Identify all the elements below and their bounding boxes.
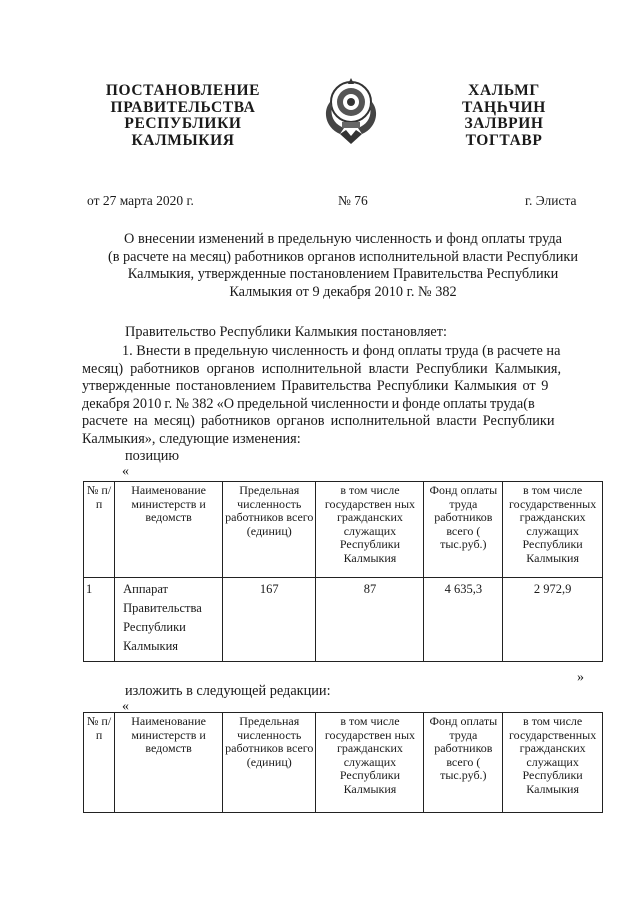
- org-name-line: ТОГТАВР: [465, 131, 543, 149]
- open-quote: «: [122, 699, 129, 714]
- ministry-name-line: Калмыкия: [123, 639, 179, 653]
- header-cell: Предельная численность работников всего (единиц): [223, 482, 316, 578]
- coat-of-arms-emblem-icon: [318, 72, 384, 148]
- row-number: 1: [84, 578, 115, 662]
- ministry-name-line: Аппарат: [123, 582, 169, 596]
- title-line: Калмыкия, утвержденные постановлением Правительства Республики: [127, 266, 559, 282]
- staff-table-current: [83, 481, 603, 662]
- org-name-line: ЗАЛВРИН: [464, 115, 544, 132]
- header-cell: № п/п: [84, 482, 115, 578]
- document-title: [82, 231, 604, 301]
- header-cell: № п/п: [84, 713, 115, 813]
- document-city: г. Элиста: [525, 193, 577, 208]
- org-name-line: КАЛМЫКИЯ: [131, 131, 235, 149]
- paragraph-line: месяц) работников органов исполнительной власти Республики Калмыкия,: [82, 360, 562, 377]
- payroll-fund-civil: 2 972,9: [503, 578, 603, 662]
- org-name-line: ТАҢҺЧИН: [462, 98, 546, 116]
- restate-phrase: изложить в следующей редакции:: [125, 683, 331, 699]
- header-cell: Предельная численность работников всего (единиц): [223, 713, 316, 813]
- open-quote: «: [122, 464, 129, 479]
- org-name-russian: [88, 83, 278, 149]
- table-row: [84, 578, 603, 662]
- table-header-row: [84, 482, 603, 578]
- header-cell: Фонд оплаты труда работников всего ( тыс.руб.): [424, 482, 503, 578]
- close-quote: »: [577, 670, 584, 685]
- header-cell: в том числе государственных гражданских служащих Республики Калмыкия: [503, 713, 603, 813]
- header-cell: Фонд оплаты труда работников всего ( тыс.руб.): [424, 713, 503, 813]
- document-number: № 76: [338, 193, 368, 208]
- org-name-kalmyk: [448, 83, 560, 149]
- ministry-name: [115, 578, 223, 662]
- item-1-paragraph: [82, 343, 604, 448]
- title-line: Калмыкия от 9 декабря 2010 г. № 382: [229, 283, 457, 300]
- org-name-line: ХАЛЬМГ: [468, 82, 540, 99]
- header-cell: в том числе государствен ных гражданских служащих Республики Калмыкия: [316, 482, 424, 578]
- org-name-line: РЕСПУБЛИКИ: [124, 115, 242, 132]
- paragraph-line: утвержденные постановлением Правительства Республики Калмыкия от 9: [82, 378, 549, 394]
- header-cell: в том числе государственных гражданских служащих Республики Калмыкия: [503, 482, 603, 578]
- paragraph-line: расчете на месяц) работников органов исполнительной власти Республики: [82, 413, 555, 429]
- position-word: позицию: [125, 448, 180, 464]
- title-line: (в расчете на месяц) работников органов исполнительной власти Республики: [107, 248, 579, 265]
- paragraph-line: 1. Внести в предельную численность и фонд оплаты труда (в расчете на: [122, 343, 561, 359]
- paragraph-line: Калмыкия», следующие изменения:: [82, 430, 301, 447]
- ministry-name-line: Правительства: [123, 601, 202, 615]
- header-cell: в том числе государствен ных гражданских служащих Республики Калмыкия: [316, 713, 424, 813]
- staff-total: 167: [223, 578, 316, 662]
- paragraph-line: декабря 2010 г. № 382 «О предельной численности и фонде оплаты труда(в: [82, 395, 535, 412]
- payroll-fund: 4 635,3: [424, 578, 503, 662]
- org-name-line: ПОСТАНОВЛЕНИЕ: [105, 82, 261, 99]
- table-header-row: [84, 713, 603, 813]
- staff-table-new: [83, 712, 603, 813]
- title-line: О внесении изменений в предельную численность и фонд оплаты труда: [124, 231, 562, 247]
- org-name-line: ПРАВИТЕЛЬСТВА: [110, 98, 256, 116]
- decree-phrase: Правительство Республики Калмыкия постановляет:: [125, 324, 447, 340]
- header-cell: Наименование министерств и ведомств: [115, 482, 223, 578]
- header-cell: Наименование министерств и ведомств: [115, 713, 223, 813]
- civil-servants-count: 87: [316, 578, 424, 662]
- document-date: от 27 марта 2020 г.: [87, 193, 194, 208]
- ministry-name-line: Республики: [123, 620, 186, 634]
